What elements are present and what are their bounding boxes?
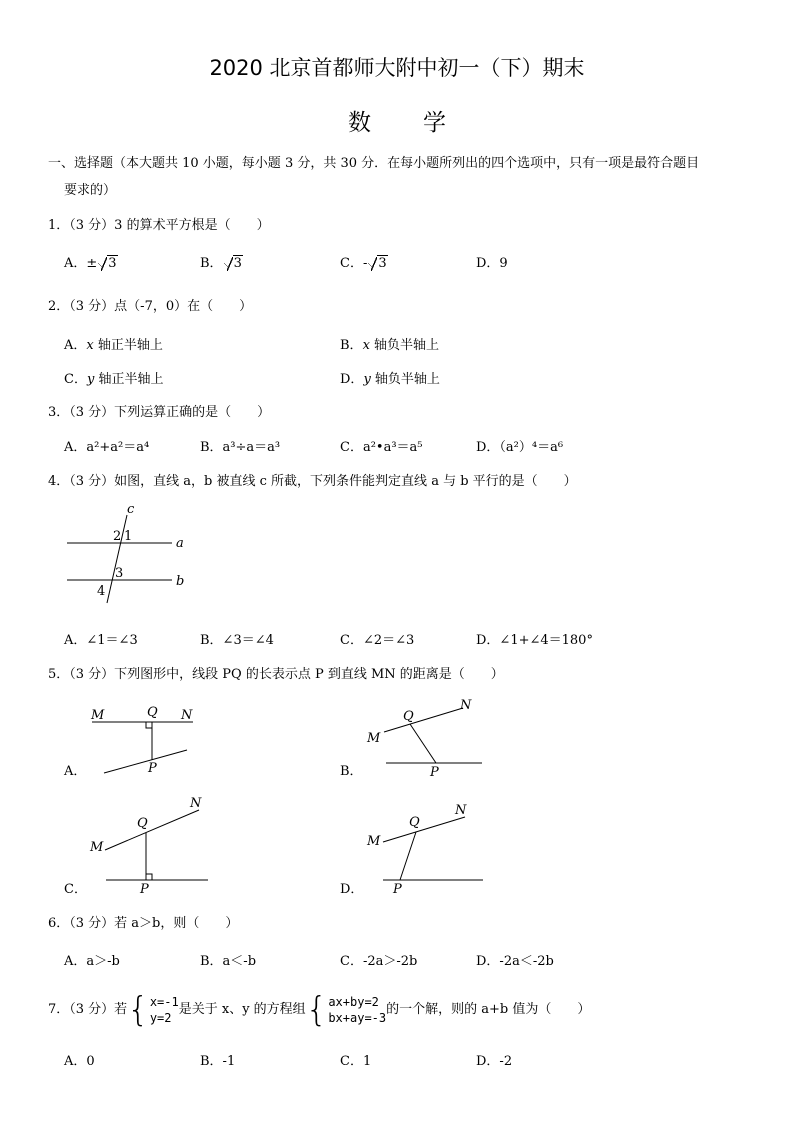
q3-option-a: A．a²+a²＝a⁴ — [64, 440, 150, 455]
question-2-stem: 2．（3 分）点（-7，0）在（ ） — [48, 299, 253, 314]
q4-option-c: C．∠2＝∠3 — [340, 633, 415, 648]
q5-option-c: C． — [64, 882, 87, 897]
fig-label-b: b — [176, 574, 185, 589]
q5-option-b: B． — [340, 764, 363, 779]
fig-angle-4: 4 — [97, 584, 106, 599]
fig-b-p: P — [430, 765, 439, 780]
q2-b-var: x — [362, 338, 370, 353]
section-heading-cont: 要求的） — [64, 183, 117, 198]
fig-d-m: M — [367, 834, 381, 849]
q1-c-label: C．- — [340, 256, 368, 271]
fig-a-n: N — [181, 708, 193, 723]
q2-b-label: B． — [340, 338, 363, 353]
q5-option-a: A． — [64, 764, 87, 779]
fig-b-m: M — [367, 731, 381, 746]
fig-label-c: c — [127, 502, 135, 517]
q7-option-b: B．-1 — [200, 1054, 236, 1069]
fig-angle-3: 3 — [115, 566, 124, 581]
question-5-stem: 5．（3 分）下列图形中，线段 PQ 的长表示点 P 到直线 MN 的距离是（ ） — [48, 667, 504, 682]
q7-eq-row-2: bx+ay=-3 — [328, 1011, 387, 1025]
page-title: 2020 北京首都师大附中初一（下）期末 — [209, 56, 585, 80]
question-4-stem: 4．（3 分）如图，直线 a，b 被直线 c 所截，下列条件能判定直线 a 与 b 平行的是（ ） — [48, 474, 577, 489]
fig-a-m: M — [91, 708, 105, 723]
fig-d-q: Q — [409, 815, 420, 830]
q2-a-var: x — [86, 338, 94, 353]
q2-b-text: 轴负半轴上 — [369, 338, 440, 353]
q4-option-b: B．∠3＝∠4 — [200, 633, 274, 648]
fig-label-a: a — [176, 536, 184, 551]
fig-angle-2: 2 — [113, 529, 122, 544]
q4-option-a: A．∠1＝∠3 — [64, 633, 138, 648]
subject-title: 数学 — [348, 110, 498, 136]
section-heading: 一、选择题（本大题共 10 小题，每小题 3 分，共 30 分．在每小题所列出的四个选项中，只有一项是最符合题目 — [48, 156, 700, 171]
fig-c-q: Q — [137, 816, 148, 831]
q3-option-b: B．a³÷a＝a³ — [200, 440, 281, 455]
fig-c-n: N — [190, 796, 202, 811]
q6-option-c: C．-2a＞-2b — [340, 954, 418, 969]
q7-option-c: C．1 — [340, 1054, 372, 1069]
q1-b-radicand: 3 — [233, 256, 242, 271]
q2-d-label: D． — [340, 372, 364, 387]
q7-option-a: A．0 — [64, 1054, 95, 1069]
question-1-stem: 1．（3 分）3 的算术平方根是（ ） — [48, 218, 270, 233]
q2-c-var: y — [86, 372, 95, 387]
q6-option-b: B．a＜-b — [200, 954, 257, 969]
q3-option-c: C．a²•a³＝a⁵ — [340, 440, 423, 455]
q6-option-d: D．-2a＜-2b — [476, 954, 554, 969]
q1-c-radicand: 3 — [378, 256, 387, 271]
q1-b-label: B． — [200, 256, 223, 271]
left-brace-icon: { — [305, 990, 328, 1030]
q7-eq-row-1: ax+by=2 — [328, 995, 379, 1009]
q2-a-text: 轴正半轴上 — [93, 338, 163, 353]
q1-option-d: D．9 — [476, 256, 508, 271]
q2-c-label: C． — [64, 372, 87, 387]
question-6-stem: 6．（3 分）若 a＞b，则（ ） — [48, 916, 239, 931]
q1-a-label: A．± — [64, 256, 98, 271]
fig-d-p: P — [393, 882, 402, 897]
q7-stem-mid: 是关于 x、y 的方程组 — [178, 1002, 306, 1017]
question-7-stem — [48, 992, 590, 1028]
q6-option-a: A．a＞-b — [64, 954, 120, 969]
q7-equation-system — [305, 990, 387, 1030]
q7-sol-row-1: x=-1 — [149, 995, 179, 1009]
fig-b-q: Q — [403, 709, 414, 724]
fig-d-n: N — [455, 803, 467, 818]
left-brace-icon: { — [127, 990, 149, 1030]
fig-a-p: P — [148, 761, 157, 776]
q2-a-label: A． — [64, 338, 87, 353]
fig-c-p: P — [140, 882, 149, 897]
q7-stem-pre: 7．（3 分）若 — [48, 1002, 128, 1017]
fig-a-q: Q — [147, 705, 158, 720]
question-3-stem: 3．（3 分）下列运算正确的是（ ） — [48, 405, 271, 420]
q1-a-radicand: 3 — [108, 256, 117, 271]
q7-solution-system — [127, 990, 179, 1030]
fig-angle-1: 1 — [124, 529, 133, 544]
q2-d-text: 轴负半轴上 — [370, 372, 440, 387]
q2-c-text: 轴正半轴上 — [94, 372, 164, 387]
q7-option-d: D．-2 — [476, 1054, 513, 1069]
q5-option-d: D． — [340, 882, 364, 897]
q4-option-d: D．∠1+∠4＝180° — [476, 633, 593, 648]
q3-option-d: D．（a²）⁴＝a⁶ — [476, 440, 564, 455]
fig-b-n: N — [460, 698, 472, 713]
q7-sol-row-2: y=2 — [149, 1011, 172, 1025]
q7-stem-post: 的一个解，则的 a+b 值为（ ） — [386, 1002, 591, 1017]
fig-c-m: M — [90, 840, 104, 855]
q2-d-var: y — [363, 372, 371, 387]
